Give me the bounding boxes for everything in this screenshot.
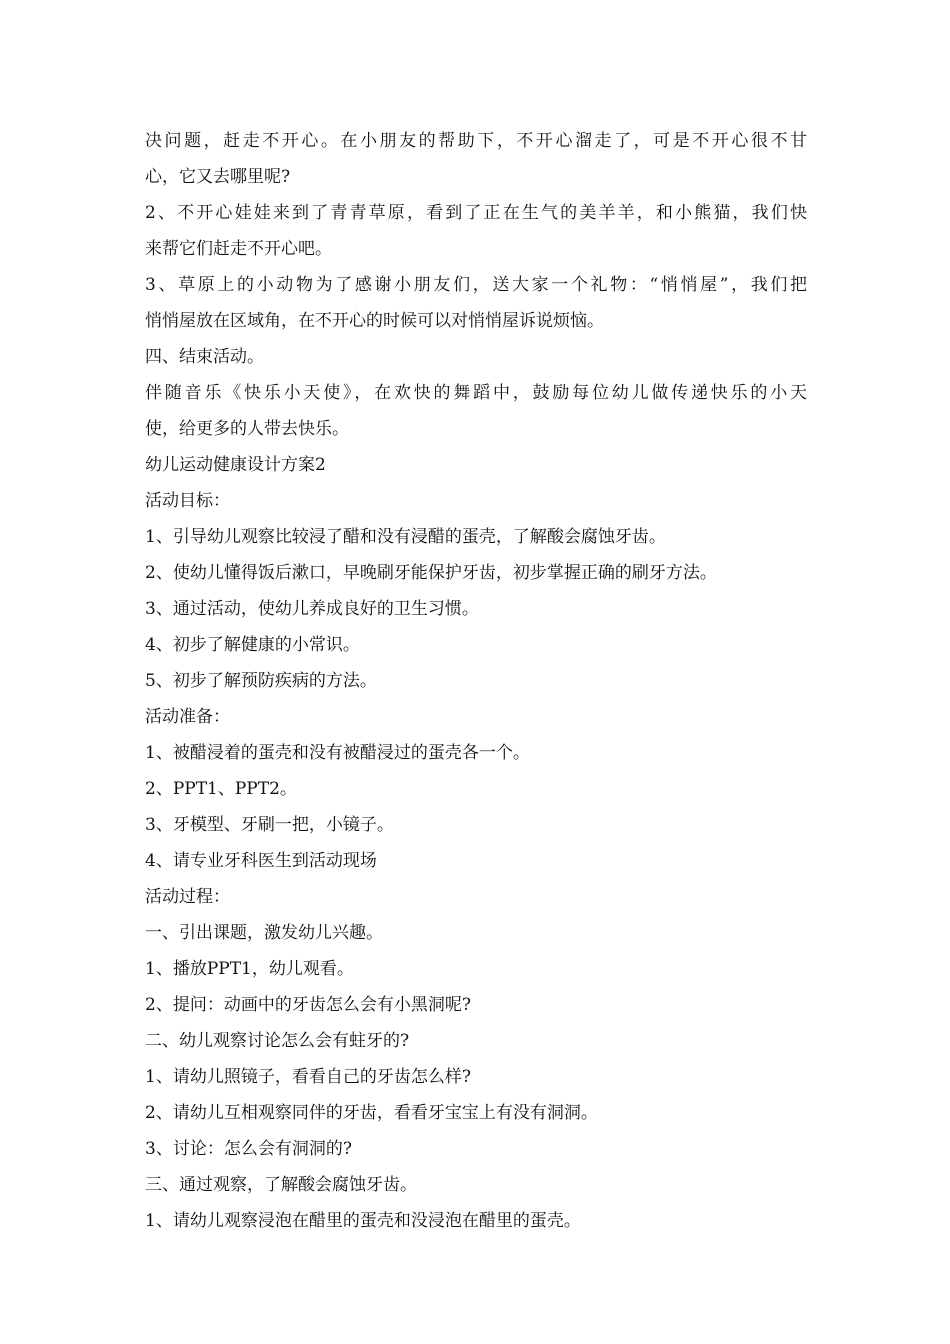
- text-line: 3、讨论：怎么会有洞洞的?: [145, 1139, 352, 1159]
- text-line: 1、播放PPT1，幼儿观看。: [145, 959, 354, 979]
- text-line: 活动准备：: [145, 707, 230, 727]
- text-line: 5、初步了解预防疾病的方法。: [145, 671, 377, 691]
- text-line: 一、引出课题，激发幼儿兴趣。: [145, 923, 383, 943]
- text-line: 2、不开心娃娃来到了青青草原，看到了正在生气的美羊羊，和小熊猫，我们快: [145, 203, 807, 223]
- text-line: 1、被醋浸着的蛋壳和没有被醋浸过的蛋壳各一个。: [145, 743, 530, 763]
- text-line: 三、通过观察，了解酸会腐蚀牙齿。: [145, 1175, 417, 1195]
- text-line: 活动目标：: [145, 491, 230, 511]
- text-line: 伴随音乐《快乐小天使》，在欢快的舞蹈中，鼓励每位幼儿做传递快乐的小天: [145, 383, 807, 403]
- text-line: 2、使幼儿懂得饭后漱口，早晚刷牙能保护牙齿，初步掌握正确的刷牙方法。: [145, 563, 717, 583]
- text-line: 1、引导幼儿观察比较浸了醋和没有浸醋的蛋壳，了解酸会腐蚀牙齿。: [145, 527, 666, 547]
- text-line: 3、牙模型、牙刷一把，小镜子。: [145, 815, 394, 835]
- text-line: 3、草原上的小动物为了感谢小朋友们，送大家一个礼物：“悄悄屋”，我们把: [145, 275, 807, 295]
- text-line: 4、请专业牙科医生到活动现场: [145, 851, 377, 871]
- text-line: 2、提问：动画中的牙齿怎么会有小黑洞呢?: [145, 995, 471, 1015]
- text-line: 2、请幼儿互相观察同伴的牙齿，看看牙宝宝上有没有洞洞。: [145, 1103, 598, 1123]
- text-line: 1、请幼儿观察浸泡在醋里的蛋壳和没浸泡在醋里的蛋壳。: [145, 1211, 581, 1231]
- text-line: 来帮它们赶走不开心吧。: [145, 239, 332, 259]
- text-line: 二、幼儿观察讨论怎么会有蛀牙的?: [145, 1031, 410, 1051]
- text-line: 4、初步了解健康的小常识。: [145, 635, 360, 655]
- text-line: 活动过程：: [145, 887, 230, 907]
- text-line: 幼儿运动健康设计方案2: [145, 455, 326, 475]
- text-line: 2、PPT1、PPT2。: [145, 779, 297, 799]
- text-line: 决问题，赶走不开心。在小朋友的帮助下，不开心溜走了，可是不开心很不甘: [145, 131, 807, 151]
- text-line: 悄悄屋放在区域角，在不开心的时候可以对悄悄屋诉说烦恼。: [145, 311, 604, 331]
- text-line: 使，给更多的人带去快乐。: [145, 419, 349, 439]
- text-line: 1、请幼儿照镜子，看看自己的牙齿怎么样?: [145, 1067, 471, 1087]
- text-line: 心，它又去哪里呢?: [145, 167, 291, 187]
- document-body: [145, 123, 807, 1239]
- text-line: 3、通过活动，使幼儿养成良好的卫生习惯。: [145, 599, 479, 619]
- text-line: 四、结束活动。: [145, 347, 264, 367]
